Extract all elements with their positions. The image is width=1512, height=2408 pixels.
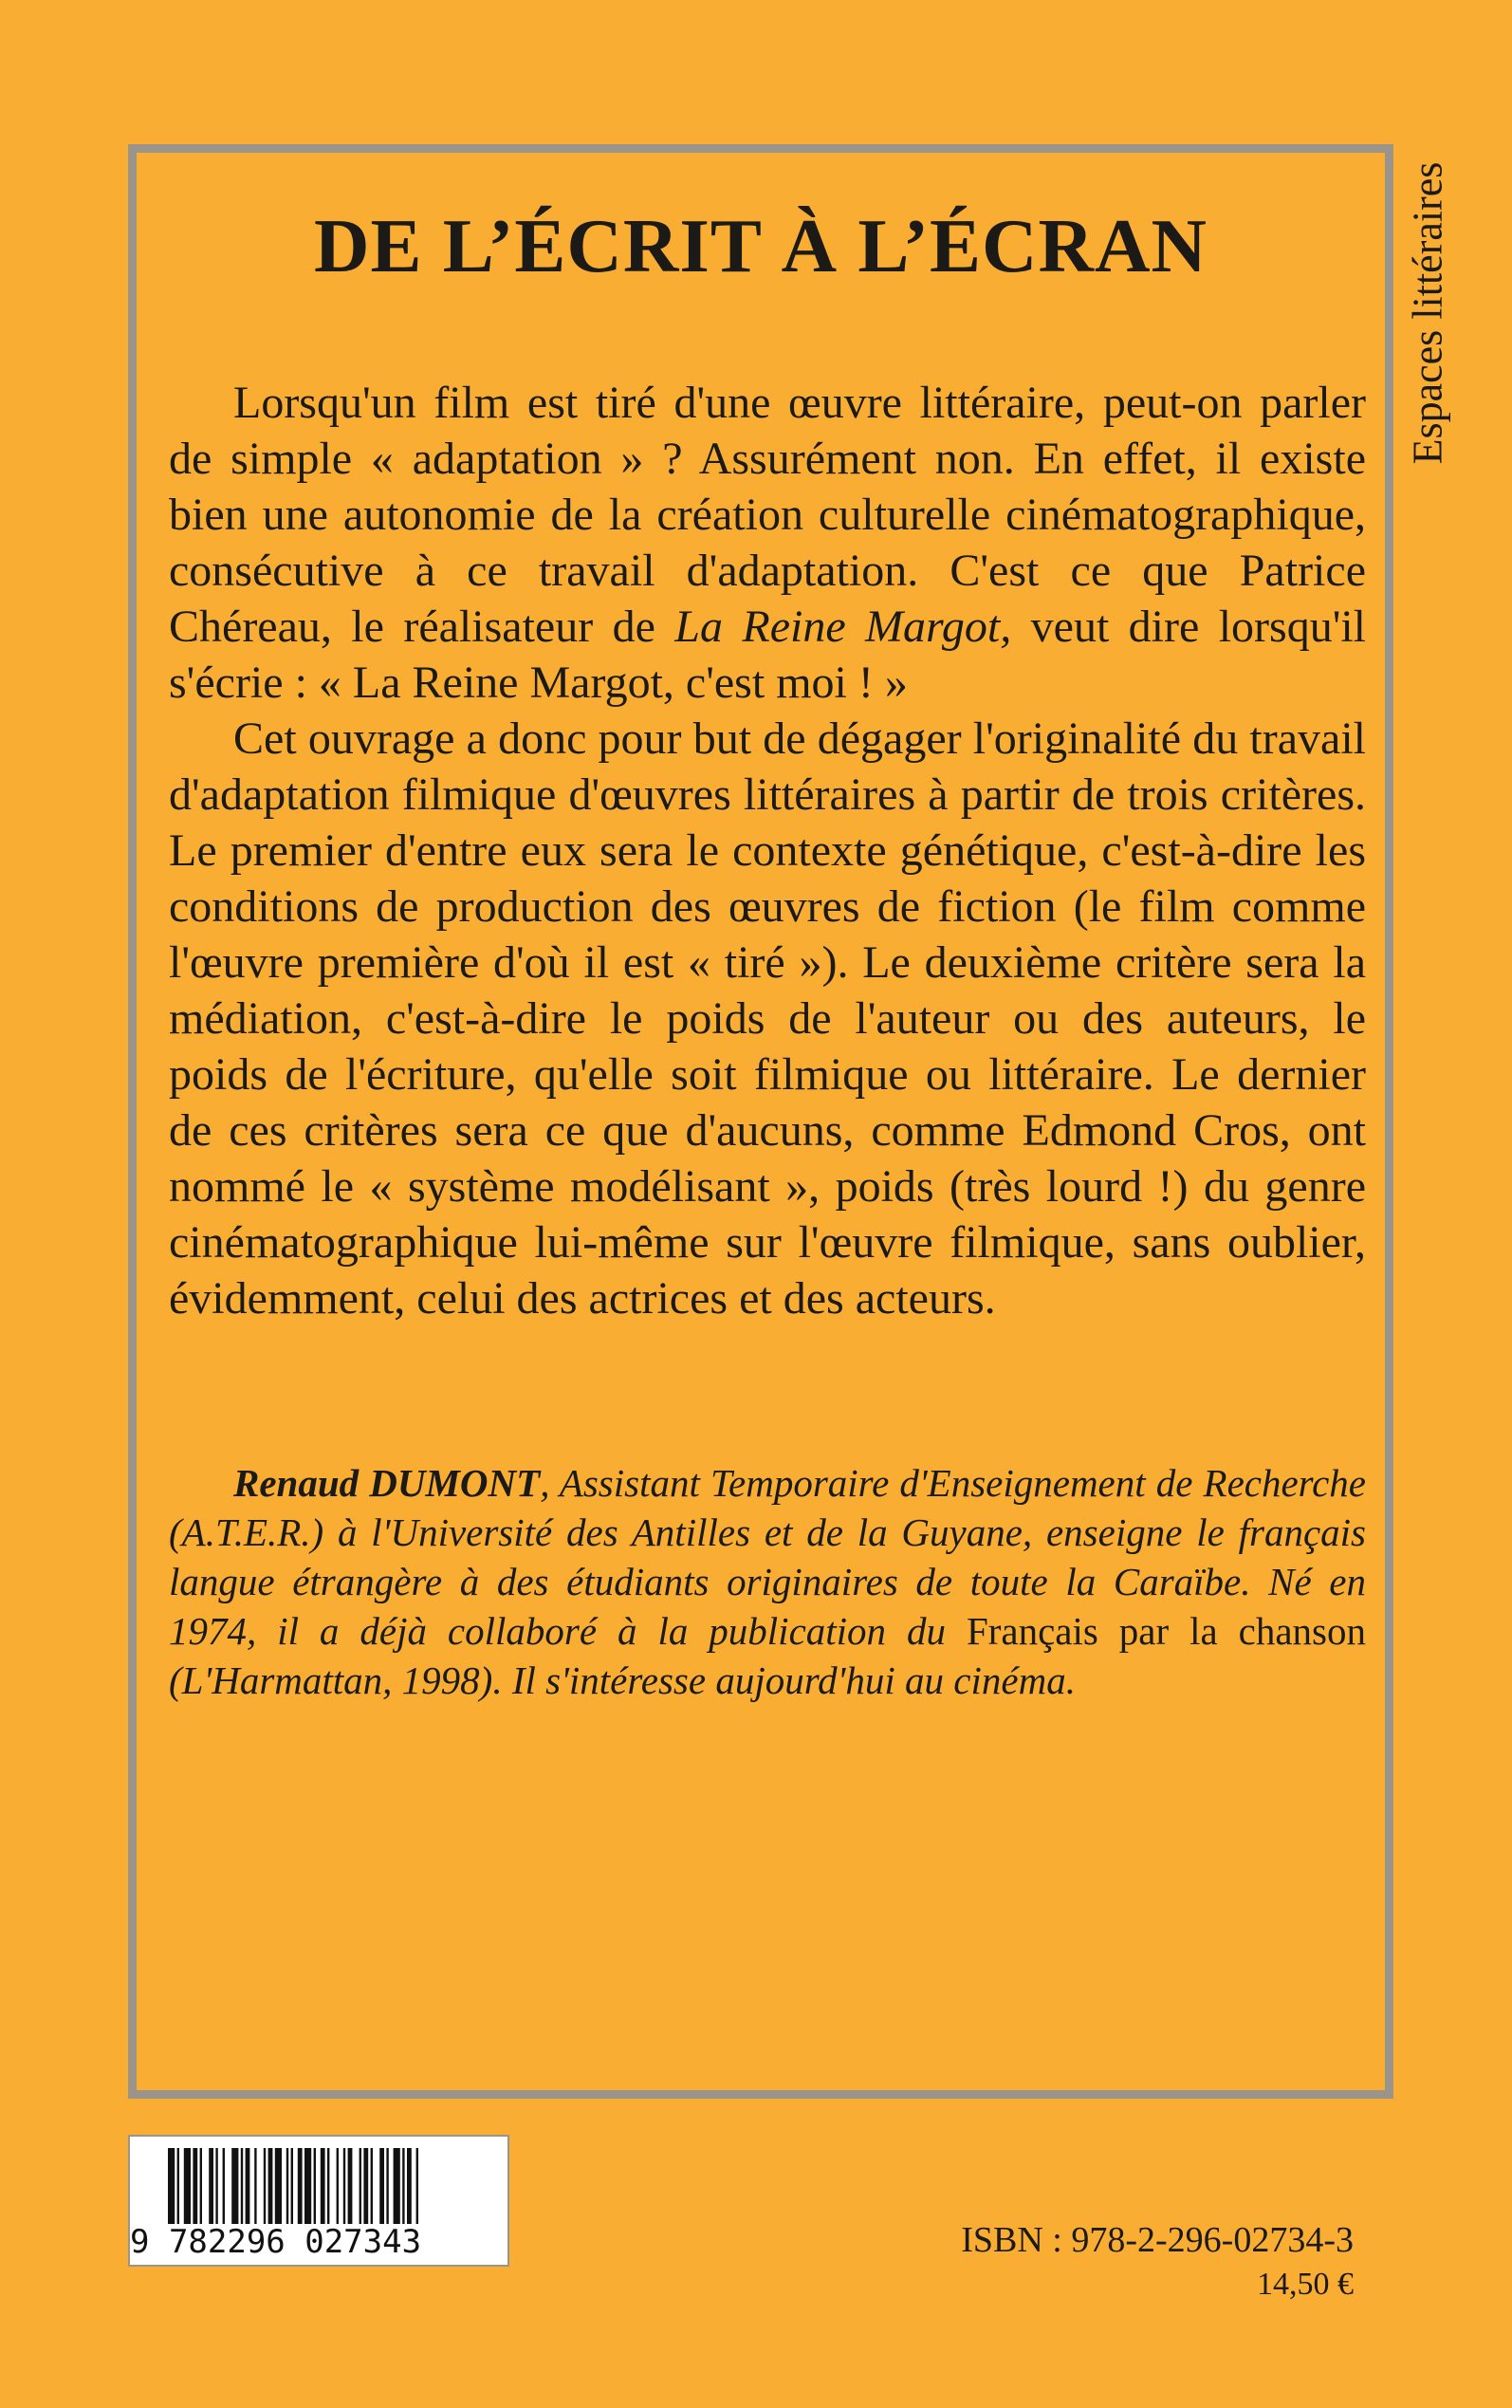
blurb-paragraph-2: Cet ouvrage a donc pour but de dégager l'originalité du travail d'adaptation filmique d'œuvres littéraires à partir de trois critères. Le premier d'entre eux sera le contexte génétique, c'est-à-dire les conditions de production des œuvres de fiction (le film comme l'œuvre première d'où il est « tiré »). Le deuxième critère sera la médiation, c'est-à-dire le poids de l'auteur ou des auteurs, le poids de l'écriture, qu'elle soit filmique ou littéraire. Le dernier de ces critères sera ce que d'aucuns, comme Edmond Cros, ont nommé le « système modélisant », poids (très lourd !) du genre cinématographique lui-même sur l'œuvre filmique, sans oublier, évidemment, celui des actrices et des acteurs. xyxy=(169,713,1366,1324)
blurb-p1-end: veut dire lorsqu'il s'écrie : « La Reine Margot, c'est moi ! » xyxy=(169,602,1367,708)
series-spine xyxy=(1394,138,1461,489)
barcode-bar xyxy=(193,2148,197,2224)
barcode-bar xyxy=(264,2148,266,2224)
barcode-bar xyxy=(177,2148,179,2224)
barcode-bar xyxy=(371,2148,373,2224)
barcode-digits: 9 782296 027343 xyxy=(130,2223,422,2261)
author-bio-book-title: Français par la chanson xyxy=(966,1609,1366,1653)
barcode-bar xyxy=(209,2148,213,2224)
author-bio-paragraph xyxy=(169,1458,1366,1705)
blurb-p1-text: Lorsqu'un film est tiré d'une œuvre littéraire, peut-on parler de simple « adaptation » ? Assurément non. En effet, il existe bien une autonomie de la création culturelle cinématographique, consécutive à ce travail d'adaptation. C'est ce que Patrice Chéreau, le réalisateur de xyxy=(169,378,1366,652)
film-title-italic: La Reine Margot, xyxy=(674,602,1012,652)
blurb-paragraph-1 xyxy=(169,375,1366,711)
barcode-bar xyxy=(215,2148,217,2224)
barcode-bar xyxy=(402,2148,404,2224)
barcode-bar xyxy=(268,2148,273,2224)
barcode-bar xyxy=(363,2148,368,2224)
barcode-bar xyxy=(184,2148,191,2224)
barcode-bar xyxy=(231,2148,238,2224)
barcode-bar xyxy=(314,2148,316,2224)
author-bio xyxy=(169,1458,1366,1705)
barcode-bar xyxy=(304,2148,311,2224)
back-cover-frame xyxy=(128,144,1393,2099)
book-title: DE L’ÉCRIT À L’ÉCRAN xyxy=(313,203,1208,288)
author-name: Renaud DUMONT xyxy=(233,1461,541,1505)
barcode-bar xyxy=(223,2148,225,2224)
author-bio-part-1: , Assistant Temporaire d'Enseignement de Recherche (A.T.E.R.) à l'Université des Antilles et de la Guyane, enseigne le français langue étrangère à des étudiants originaires de toute la Caraïbe. Né en 1974, il a déjà collaboré à la publication du xyxy=(169,1461,1366,1653)
price: 14,50 € xyxy=(1257,2267,1354,2302)
barcode-bar xyxy=(241,2148,243,2224)
isbn: ISBN : 978-2-296-02734-3 xyxy=(961,2220,1354,2260)
barcode-bar xyxy=(360,2148,361,2224)
barcode-bar xyxy=(321,2148,325,2224)
barcode-bar xyxy=(379,2148,384,2224)
barcode-bar xyxy=(298,2148,303,2224)
barcode-bar xyxy=(394,2148,400,2224)
barcode-bar xyxy=(386,2148,388,2224)
barcode-bar xyxy=(168,2148,175,2224)
barcode-bar xyxy=(200,2148,202,2224)
barcode-bar xyxy=(348,2148,353,2224)
series-name: Espaces littéraires xyxy=(1404,161,1451,465)
barcode-bar xyxy=(286,2148,288,2224)
barcode xyxy=(128,2135,509,2267)
blurb xyxy=(169,375,1366,1326)
barcode-bar xyxy=(254,2148,256,2224)
barcode-bar xyxy=(275,2148,282,2224)
barcode-bar xyxy=(246,2148,250,2224)
barcode-bar xyxy=(407,2148,412,2224)
barcode-bar xyxy=(327,2148,329,2224)
author-bio-part-2: (L'Harmattan, 1998). Il s'intéresse aujourd'hui au cinéma. xyxy=(169,1658,1076,1702)
barcode-bar xyxy=(337,2148,339,2224)
barcode-bar xyxy=(343,2148,345,2224)
barcode-bar xyxy=(291,2148,293,2224)
barcode-bar xyxy=(416,2148,418,2224)
